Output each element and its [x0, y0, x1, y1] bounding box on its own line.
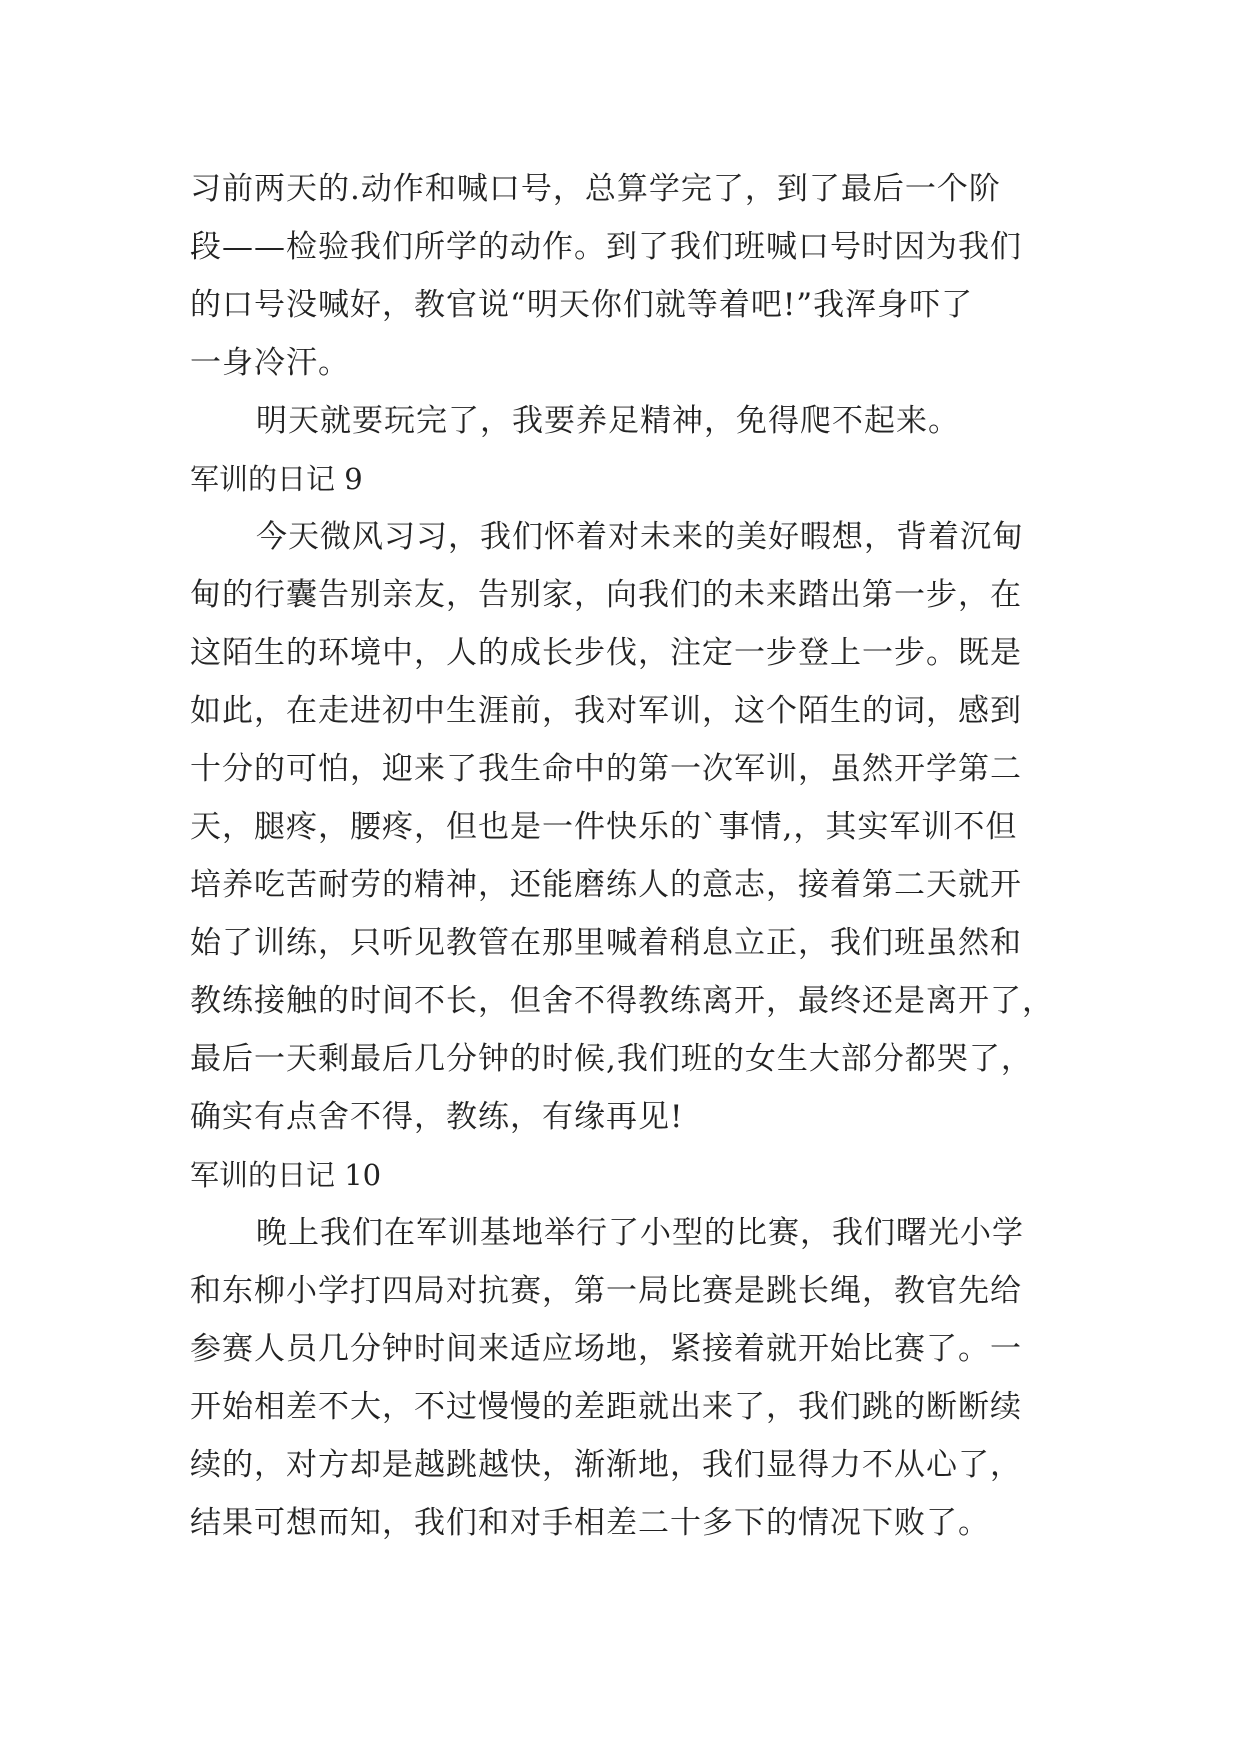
text-line: 确实有点舍不得，教练，有缘再见! — [190, 1099, 684, 1135]
text-line: 明天就要玩完了，我要养足精神，免得爬不起来。 — [256, 403, 960, 439]
text-line: 和东柳小学打四局对抗赛，第一局比赛是跳长绳，教官先给 — [190, 1273, 1022, 1309]
paragraph — [190, 1204, 1070, 1552]
text-line: 始了训练，只听见教管在那里喊着稍息立正，我们班虽然和 — [190, 925, 1022, 961]
section-heading: 军训的日记 9 — [190, 462, 363, 496]
text-line: 晚上我们在军训基地举行了小型的比赛，我们曙光小学 — [256, 1215, 1024, 1251]
text-line: 的口号没喊好，教官说“明天你们就等着吧!”我浑身吓了 — [190, 287, 974, 323]
text-line: 一身冷汗。 — [190, 345, 350, 381]
text-line: 习前两天的.动作和喊口号，总算学完了，到了最后一个阶 — [190, 171, 1001, 207]
paragraph — [190, 392, 1070, 450]
section-heading: 军训的日记 10 — [190, 1158, 382, 1192]
text-line: 如此，在走进初中生涯前，我对军训，这个陌生的词，感到 — [190, 693, 1022, 729]
text-line: 结果可想而知，我们和对手相差二十多下的情况下败了。 — [190, 1505, 990, 1541]
text-line: 参赛人员几分钟时间来适应场地，紧接着就开始比赛了。一 — [190, 1331, 1022, 1367]
text-line: 今天微风习习，我们怀着对未来的美好暇想，背着沉甸 — [256, 519, 1024, 555]
document-page — [190, 160, 1070, 1552]
text-line: 这陌生的环境中，人的成长步伐，注定一步登上一步。既是 — [190, 635, 1022, 671]
text-line: 培养吃苦耐劳的精神，还能磨练人的意志，接着第二天就开 — [190, 867, 1022, 903]
text-line: 段——检验我们所学的动作。到了我们班喊口号时因为我们 — [190, 229, 1022, 265]
text-line: 十分的可怕，迎来了我生命中的第一次军训，虽然开学第二 — [190, 751, 1022, 787]
text-line: 教练接触的时间不长，但舍不得教练离开，最终还是离开了， — [190, 983, 1054, 1019]
text-line: 最后一天剩最后几分钟的时候,我们班的女生大部分都哭了， — [190, 1041, 1033, 1077]
paragraph — [190, 160, 1070, 392]
text-line: 天，腿疼，腰疼，但也是一件快乐的`事情,，其实军训不但 — [190, 809, 1018, 845]
text-line: 续的，对方却是越跳越快，渐渐地，我们显得力不从心了， — [190, 1447, 1022, 1483]
text-line: 开始相差不大，不过慢慢的差距就出来了，我们跳的断断续 — [190, 1389, 1022, 1425]
text-line: 甸的行囊告别亲友，告别家，向我们的未来踏出第一步，在 — [190, 577, 1022, 613]
paragraph — [190, 508, 1070, 1146]
